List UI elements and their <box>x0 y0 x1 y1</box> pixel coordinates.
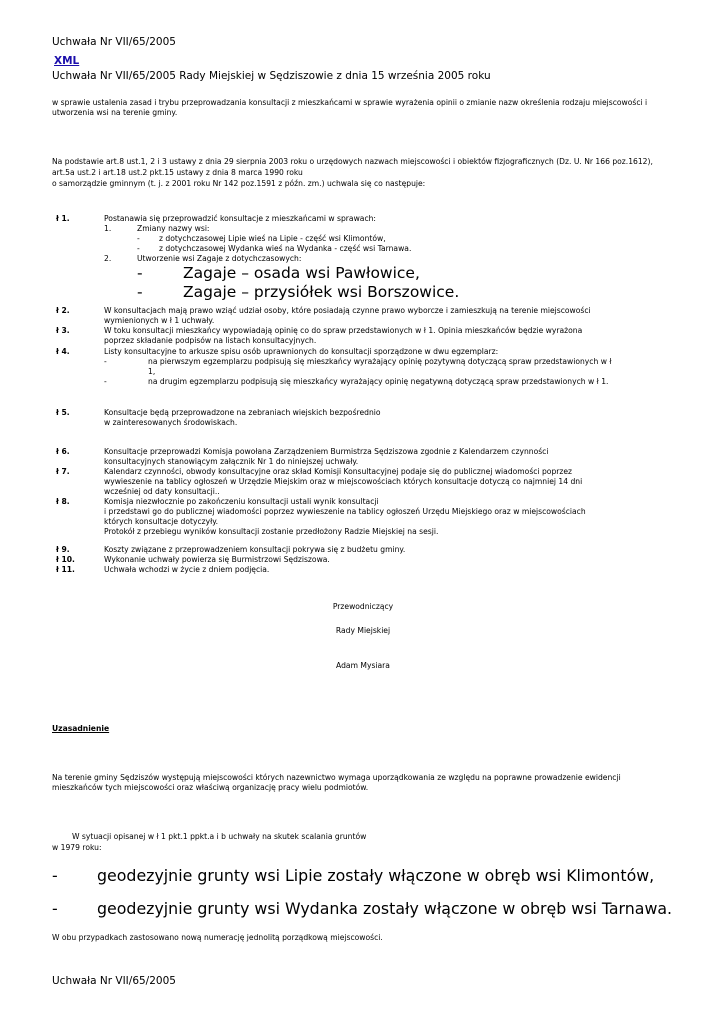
item-1-dash-1: - <box>137 234 140 243</box>
paragraph-4-label: ł 4. <box>56 347 70 356</box>
signature-role-1: Przewodniczący <box>332 602 394 611</box>
justification-paragraph-2-line-1: W sytuacji opisanej w ł 1 pkt.1 ppkt.a i b uchwały na skutek scalania gruntów <box>72 832 367 841</box>
paragraph-11-text: Uchwała wchodzi w życie z dniem podjęcia. <box>104 565 270 574</box>
paragraph-5-line-2: w zainteresowanych środowiskach. <box>104 418 238 427</box>
signature-role-2: Rady Miejskiej <box>335 626 391 635</box>
justification-item-2: geodezyjnie grunty wsi Wydanka zostały włączone w obręb wsi Tarnawa. <box>97 899 673 918</box>
footer-document-title: Uchwała Nr VII/65/2005 <box>52 975 176 987</box>
paragraph-5-label: ł 5. <box>56 408 70 417</box>
paragraph-7-label: ł 7. <box>56 467 70 476</box>
item-1-sub-2: z dotychczasowej Wydanka wieś na Wydanka - część wsi Tarnawa. <box>159 244 412 253</box>
paragraph-8-line-3: Protokół z przebiegu wyników konsultacji zostanie przedłożony Radzie Miejskiej na sesji. <box>104 527 439 536</box>
paragraph-6-text: Konsultacje przeprowadzi Komisja powołana Zarządzeniem Burmistrza Sędziszowa zgodnie z Kalendarzem czynności konsultacyjnych stanowiącym załącznik Nr 1 do niniejszej uchwały. <box>104 447 549 467</box>
paragraph-10-label: ł 10. <box>56 555 75 564</box>
item-2-dash-1: - <box>137 264 143 282</box>
justification-dash-1: - <box>52 866 58 885</box>
legal-basis-line-3: o samorządzie gminnym (t. j. z 2001 roku Nr 142 poz.1591 z późn. zm.) uchwala się co następuje: <box>52 179 426 188</box>
paragraph-2-label: ł 2. <box>56 306 70 315</box>
legal-basis-line-2: art.5a ust.2 i art.18 ust.2 pkt.15 ustawy z dnia 8 marca 1990 roku <box>52 168 303 177</box>
xml-link[interactable]: XML <box>54 55 80 67</box>
item-2-sub-2: Zagaje – przysiółek wsi Borszowice. <box>183 283 460 301</box>
paragraph-4-dash-2: - <box>104 377 107 386</box>
paragraph-3-text: W toku konsultacji mieszkańcy wypowiadają opinię co do spraw przedstawionych w ł 1. Opinia mieszkańców będzie wyrażona poprzez składanie podpisów na listach konsultacyjnych. <box>104 326 583 346</box>
paragraph-4-text: Listy konsultacyjne to arkusze spisu osób uprawnionych do konsultacji sporządzone w dwu egzemplarz: <box>104 347 499 356</box>
item-1-number: 1. <box>104 224 112 233</box>
paragraph-8-label: ł 8. <box>56 497 70 506</box>
paragraph-7-text: Kalendarz czynności, obwody konsultacyjne oraz skład Komisji Konsultacyjnej podaje się do publicznej wiadomości poprzez wywieszenie na tablicy ogłoszeń w Urzędzie Miejskim oraz w miejscowościach których konsultacje dotyczą co najmniej 14 dni wcześniej od daty konsultacji.. <box>104 467 583 497</box>
item-2-number: 2. <box>104 254 112 263</box>
paragraph-5-line-1: Konsultacje będą przeprowadzone na zebraniach wiejskich bezpośrednio <box>104 408 381 417</box>
justification-dash-2: - <box>52 899 58 918</box>
paragraph-4-sub-2: na drugim egzemplarzu podpisują się mieszkańcy wyrażający opinię negatywną dotyczącą spraw przedstawionych w ł 1. <box>148 377 609 386</box>
paragraph-2-text: W konsultacjach mają prawo wziąć udział osoby, które posiadają czynne prawo wyborcze i zamieszkują na terenie miejscowości wymienionych w ł 1 uchwały. <box>104 306 591 326</box>
item-2-text: Utworzenie wsi Zagaje z dotychczasowych: <box>137 254 302 263</box>
paragraph-1-label: ł 1. <box>56 214 70 223</box>
justification-item-1: geodezyjnie grunty wsi Lipie zostały włączone w obręb wsi Klimontów, <box>97 866 655 885</box>
paragraph-11-label: ł 11. <box>56 565 75 574</box>
resolution-full-title: Uchwała Nr VII/65/2005 Rady Miejskiej w Sędziszowie z dnia 15 września 2005 roku <box>52 70 491 82</box>
document-title: Uchwała Nr VII/65/2005 <box>52 36 176 48</box>
justification-paragraph-2-line-2: w 1979 roku: <box>52 843 102 852</box>
paragraph-10-text: Wykonanie uchwały powierza się Burmistrzowi Sędziszowa. <box>104 555 330 564</box>
paragraph-3-label: ł 3. <box>56 326 70 335</box>
justification-heading: Uzasadnienie <box>52 724 110 733</box>
subject-text: w sprawie ustalenia zasad i trybu przeprowadzania konsultacji z mieszkańcami w sprawie wyrażenia opinii o zmianie nazw określenia rodzaju miejscowości i utworzenia wsi na terenie gminy. <box>52 98 648 118</box>
signature-name: Adam Mysiara <box>336 661 390 670</box>
justification-paragraph-1: Na terenie gminy Sędziszów występują miejscowości których nazewnictwo wymaga uporządkowania ze względu na poprawne prowadzenie ewidencji mieszkańców tych miejscowości oraz właściwą organizację pracy wielu podmiotów. <box>52 773 621 793</box>
item-2-dash-2: - <box>137 283 143 301</box>
justification-paragraph-3: W obu przypadkach zastosowano nową numerację jednolitą porządkową miejscowości. <box>52 933 383 942</box>
paragraph-8-line-1: Komisja niezwłocznie po zakończeniu konsultacji ustali wynik konsultacji <box>104 497 379 506</box>
item-1-dash-2: - <box>137 244 140 253</box>
paragraph-1-text: Postanawia się przeprowadzić konsultacje z mieszkańcami w sprawach: <box>104 214 376 223</box>
item-2-sub-1: Zagaje – osada wsi Pawłowice, <box>183 264 420 282</box>
paragraph-4-sub-1: na pierwszym egzemplarzu podpisują się mieszkańcy wyrażający opinię pozytywną dotyczącą spraw przedstawionych w ł 1, <box>148 357 612 377</box>
item-1-text: Zmiany nazwy wsi: <box>137 224 210 233</box>
legal-basis-line-1: Na podstawie art.8 ust.1, 2 i 3 ustawy z dnia 29 sierpnia 2003 roku o urzędowych nazwach miejscowości i obiektów fizjograficznych (Dz. U. Nr 166 poz.1612), <box>52 157 653 166</box>
paragraph-9-text: Koszty związane z przeprowadzeniem konsultacji pokrywa się z budżetu gminy. <box>104 545 406 554</box>
paragraph-8-line-2: i przedstawi go do publicznej wiadomości poprzez wywieszenie na tablicy ogłoszeń Urzędu Miejskiego oraz w miejscowościach których konsultacje dotyczyły. <box>104 507 586 527</box>
item-1-sub-1: z dotychczasowej Lipie wieś na Lipie - część wsi Klimontów, <box>159 234 386 243</box>
paragraph-4-dash-1: - <box>104 357 107 366</box>
paragraph-9-label: ł 9. <box>56 545 70 554</box>
paragraph-6-label: ł 6. <box>56 447 70 456</box>
